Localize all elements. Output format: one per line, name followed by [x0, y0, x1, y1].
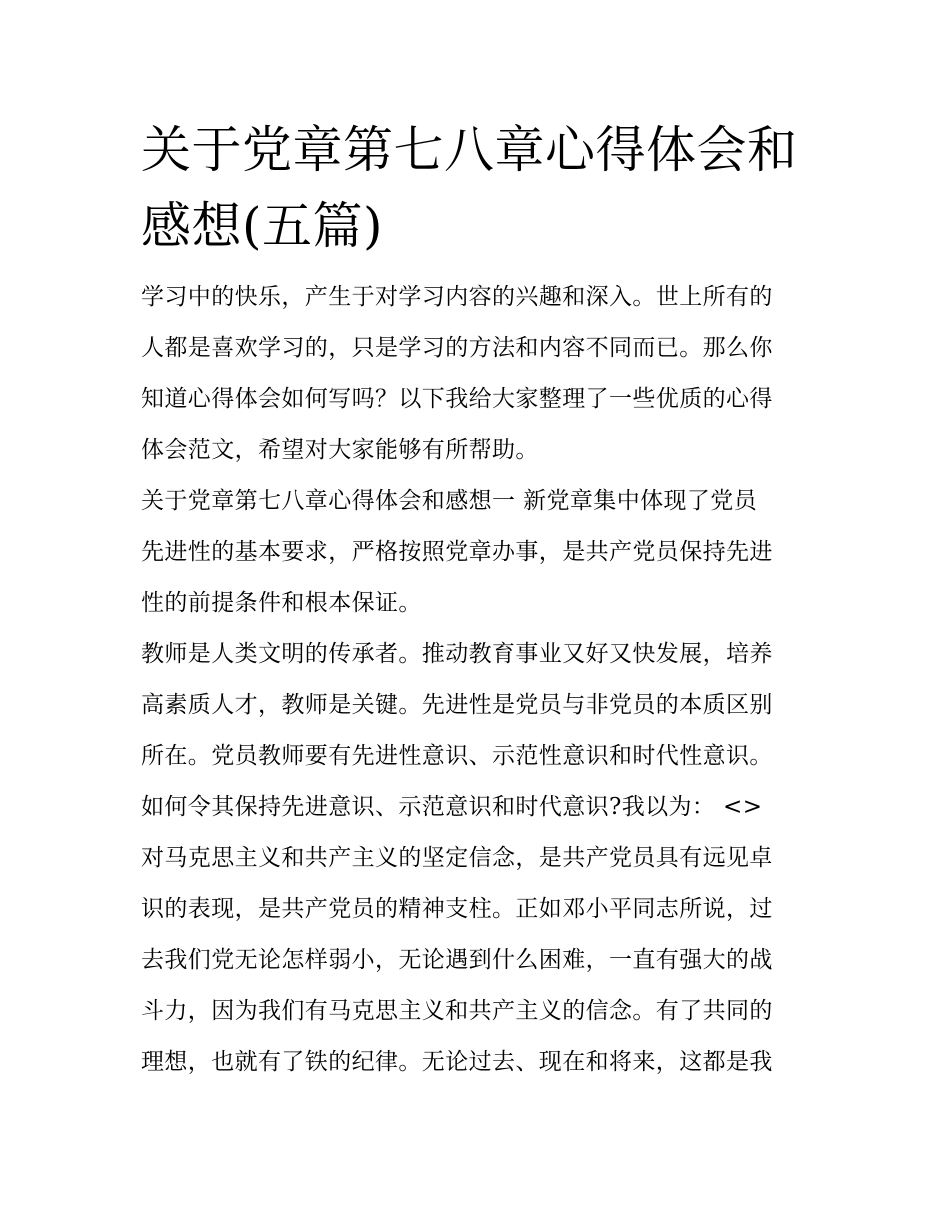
intro-paragraph — [141, 272, 813, 476]
document-content — [141, 112, 813, 1088]
text-line: 如何令其保持先进意识、示范意识和时代意识?我以为： <> — [141, 794, 763, 820]
text-line: 先进性的基本要求，严格按照党章办事，是共产党员保持先进 — [141, 539, 773, 565]
text-line: 关于党章第七八章心得体会和感想一 新党章集中体现了党员 — [141, 488, 758, 514]
teacher-paragraph — [141, 629, 813, 833]
text-line: 人都是喜欢学习的，只是学习的方法和内容不同而已。那么你 — [141, 335, 773, 361]
text-line: 所在。党员教师要有先进性意识、示范性意识和时代性意识。 — [141, 743, 773, 769]
text-line: 知道心得体会如何写吗？以下我给大家整理了一些优质的心得 — [141, 386, 773, 412]
text-line: 对马克思主义和共产主义的坚定信念，是共产党员具有远见卓 — [141, 845, 773, 871]
belief-paragraph — [141, 833, 813, 1088]
text-line: 高素质人才，教师是关键。先进性是党员与非党员的本质区别 — [141, 692, 773, 718]
document-title — [141, 112, 813, 264]
text-line: 斗力，因为我们有马克思主义和共产主义的信念。有了共同的 — [141, 998, 773, 1024]
text-line: 去我们党无论怎样弱小，无论遇到什么困难，一直有强大的战 — [141, 947, 773, 973]
text-line: 教师是人类文明的传承者。推动教育事业又好又快发展，培养 — [141, 641, 773, 667]
text-line: 性的前提条件和根本保证。 — [141, 590, 422, 616]
text-line: 学习中的快乐，产生于对学习内容的兴趣和深入。世上所有的 — [141, 284, 773, 310]
text-line: 体会范文，希望对大家能够有所帮助。 — [141, 437, 539, 463]
title-line: 感想(五篇) — [141, 197, 384, 255]
text-line: 识的表现，是共产党员的精神支柱。正如邓小平同志所说，过 — [141, 896, 773, 922]
essay-one-opening-paragraph — [141, 476, 813, 629]
text-line: 理想，也就有了铁的纪律。无论过去、现在和将来，这都是我 — [141, 1049, 773, 1075]
title-line: 关于党章第七八章心得体会和 — [141, 121, 798, 179]
